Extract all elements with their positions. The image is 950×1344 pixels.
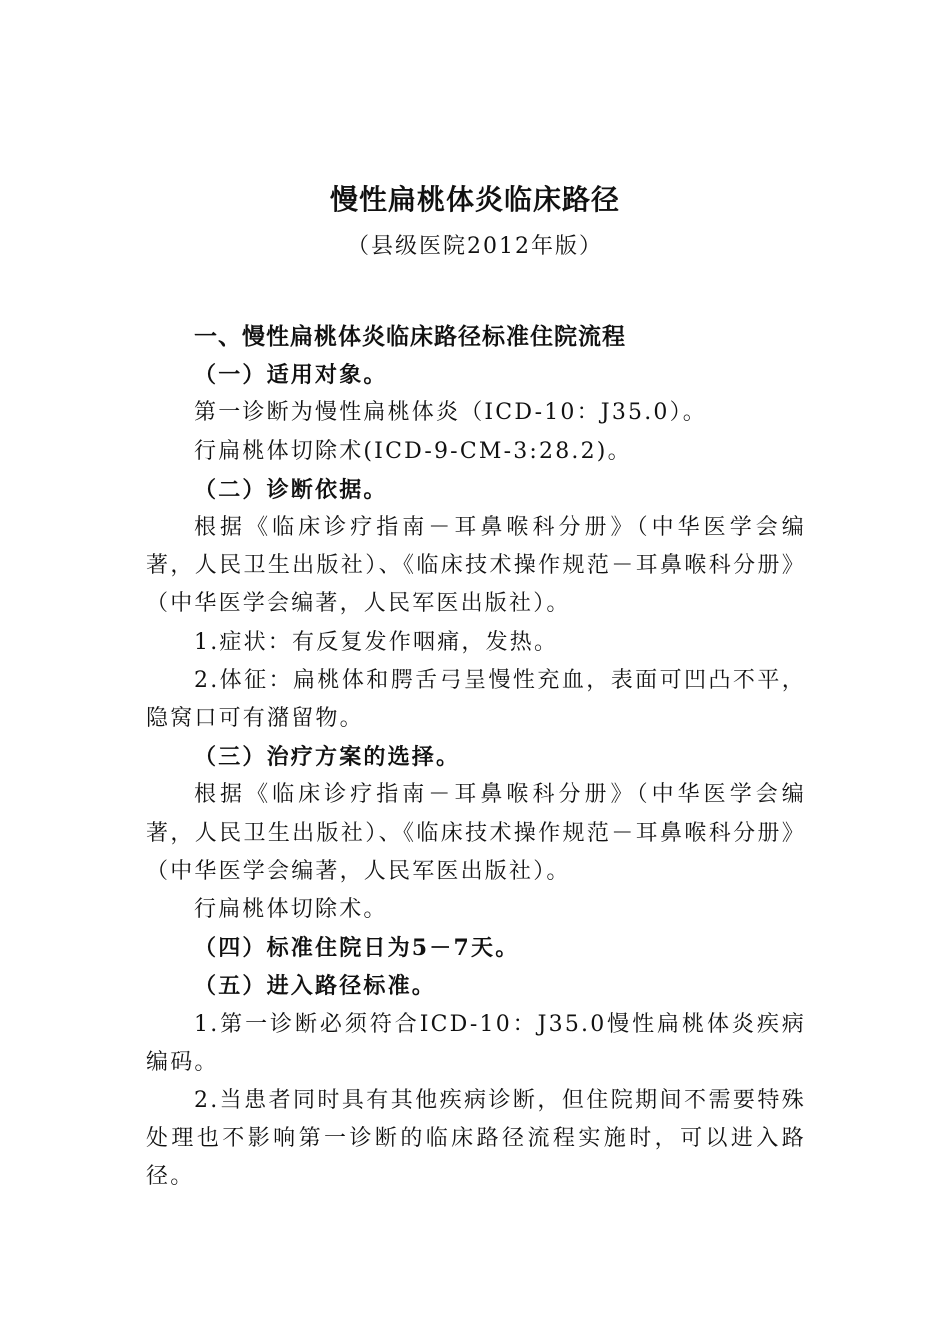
document-subtitle: （县级医院2012年版）: [347, 234, 603, 259]
section-heading: 一、慢性扁桃体炎临床路径标准住院流程: [194, 324, 626, 350]
paragraph: 根据《临床诊疗指南－耳鼻喉科分册》（中华医学会编著，人民卫生出版社）、《临床技术操作规范－耳鼻喉科分册》（中华医学会编著，人民军医出版社）。: [146, 515, 806, 617]
paragraph: 第一诊断为慢性扁桃体炎（ICD-10：J35.0）。: [194, 400, 708, 426]
document-title: 慢性扁桃体炎临床路径: [329, 183, 620, 216]
subsection-heading: （一）适用对象。: [194, 362, 388, 389]
paragraph: 1.第一诊断必须符合ICD-10：J35.0慢性扁桃体炎疾病编码。: [146, 1011, 806, 1075]
paragraph: 1.症状：有反复发作咽痛，发热。: [194, 629, 559, 655]
paragraph: 2.体征：扁桃体和腭舌弓呈慢性充血，表面可凹凸不平，隐窝口可有潴留物。: [146, 667, 806, 732]
subsection-heading: （五）进入路径标准。: [194, 973, 437, 1000]
paragraph: 2.当患者同时具有其他疾病诊断，但住院期间不需要特殊处理也不影响第一诊断的临床路径流程实施时，可以进入路径。: [146, 1088, 806, 1190]
paragraph: 根据《临床诊疗指南－耳鼻喉科分册》（中华医学会编著，人民卫生出版社）、《临床技术操作规范－耳鼻喉科分册》（中华医学会编著，人民军医出版社）。: [146, 782, 806, 884]
paragraph: 行扁桃体切除术(ICD-9-CM-3:28.2)。: [194, 438, 632, 464]
subsection-heading: （四）标准住院日为5－7天。: [194, 935, 520, 962]
subsection-heading: （二）诊断依据。: [194, 476, 388, 503]
document-body: [146, 318, 806, 1197]
paragraph: 行扁桃体切除术。: [194, 897, 388, 923]
subsection-heading: （三）治疗方案的选择。: [194, 744, 461, 771]
